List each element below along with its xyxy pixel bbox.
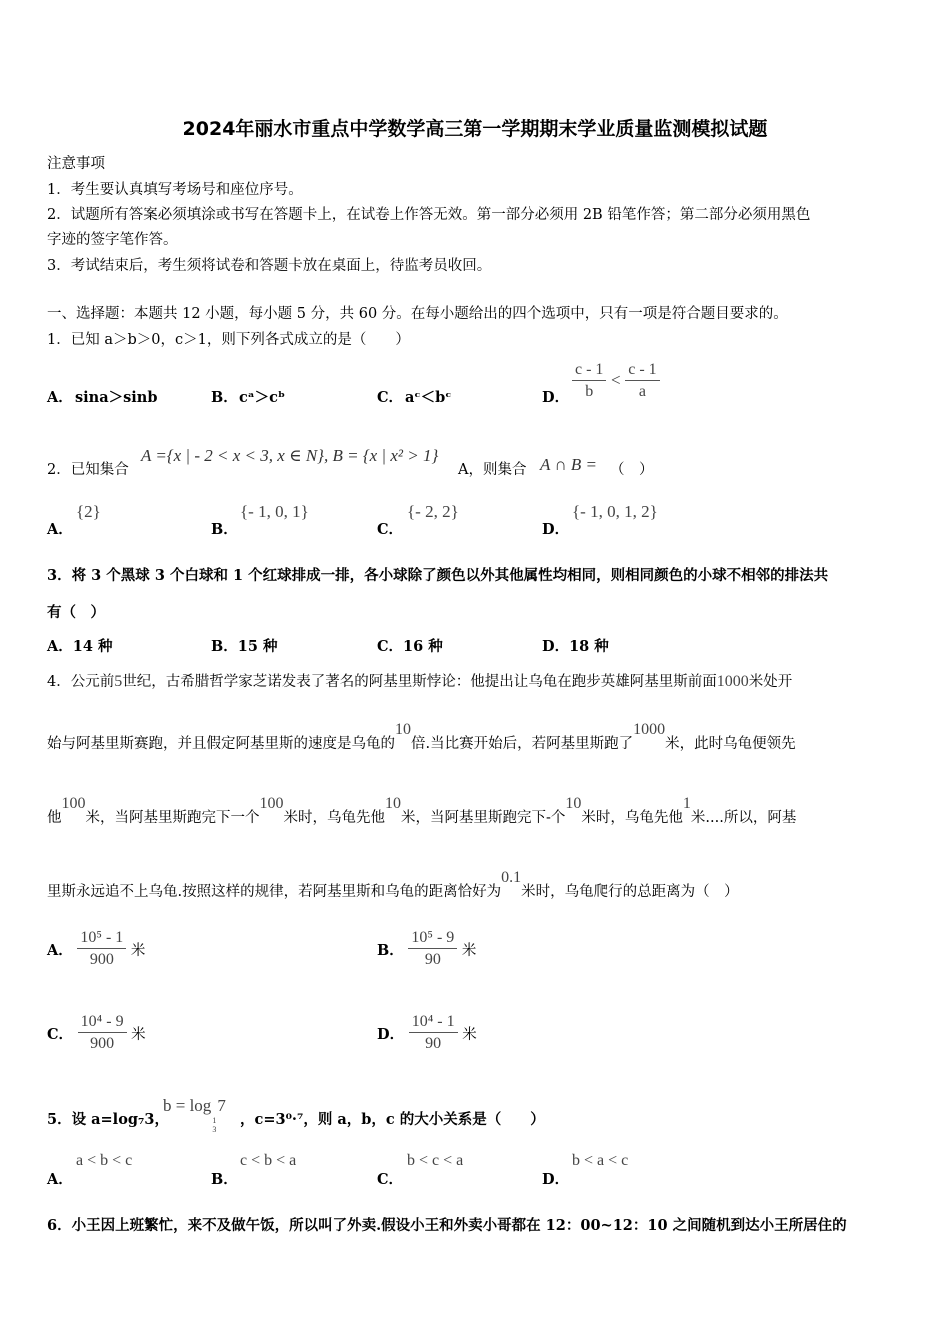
q3-option-d: D．18 种: [542, 638, 609, 655]
q4-c-num: 10⁴ - 9: [78, 1012, 127, 1033]
q5-b-arg: 7: [217, 1096, 226, 1115]
notice-item-3: 3．考试结束后，考生须将试卷和答题卡放在桌面上，待监考员收回。: [47, 258, 492, 274]
q4-n10b: 10: [385, 795, 401, 812]
q4-l2b: 倍.当比赛开始后，若阿基里斯跑了: [411, 736, 634, 752]
q3-option-b: B．15 种: [211, 638, 278, 655]
q2-set-expression: A ={x | - 2 < x < 3, x ∈ N}, B = {x | x² > 1}: [141, 446, 439, 465]
q5-option-b-value: c < b < a: [240, 1152, 297, 1169]
q4-n10c: 10: [565, 795, 582, 812]
q2-option-a-label: A．: [47, 521, 73, 538]
q2-option-c-label: C．: [377, 521, 404, 538]
q4-d-num: 10⁴ - 1: [409, 1012, 458, 1033]
q1-option-a-text: sina＞sinb: [75, 389, 158, 406]
q1-option-c-label: C．: [377, 389, 404, 406]
q5-b-expression: [163, 1096, 226, 1134]
q3-option-a: A．14 种: [47, 638, 113, 655]
q1-option-b-label: B．: [211, 389, 238, 406]
q5-log-base-top: 1: [212, 1116, 217, 1125]
q4-l3a: 他: [47, 810, 62, 826]
q2-prefix: 2．已知集合: [47, 462, 129, 478]
q1-option-d-label: D．: [542, 389, 570, 406]
q4-c-unit: 米: [131, 1027, 146, 1043]
q1-d-right-fraction: [625, 360, 659, 403]
notice-item-1: 1．考生要认真填写考场号和座位序号。: [47, 182, 303, 198]
q4-option-b-label: B．: [377, 942, 404, 959]
q4-a-unit: 米: [130, 943, 146, 959]
q4-n10a: 10: [395, 721, 411, 738]
q4-d-unit: 米: [462, 1027, 477, 1043]
q4-option-b-fraction: [408, 928, 457, 971]
q1-d-right-num: c - 1: [625, 360, 659, 381]
q5-log-base-bot: 3: [212, 1125, 217, 1134]
q4-line-1: [47, 670, 792, 691]
q4-n1000b: 1000: [633, 721, 666, 738]
q4-b-unit: 米: [461, 943, 477, 959]
q2-option-c-value: {- 2, 2}: [407, 502, 459, 521]
q2-suffix: （ ）: [610, 462, 654, 478]
q4-l1c: 米处开: [748, 674, 793, 690]
q1-d-left-fraction: [572, 360, 606, 403]
q5-b-log: b = log: [163, 1096, 212, 1115]
q1-option-b-text: cᵃ＞cᵇ: [239, 389, 286, 406]
q4-c-den: 900: [90, 1035, 115, 1052]
q5-option-c-value: b < c < a: [407, 1152, 464, 1169]
q4-l1a: 4．公元前: [47, 674, 115, 690]
q1-d-left-den: b: [585, 383, 594, 400]
q5-option-d-label: D．: [542, 1171, 570, 1188]
q2-intersection: A ∩ B =: [540, 455, 597, 474]
q4-line-2: [47, 721, 796, 753]
notice-item-2b: 字迹的签字笔作答。: [47, 232, 178, 248]
q4-n100a: 100: [61, 795, 86, 812]
q1-option-d-expression: [572, 360, 660, 403]
q4-l3b: 米，当阿基里斯跑完下一个: [85, 810, 260, 826]
q4-n1: 1: [682, 795, 691, 812]
q4-n100b: 100: [259, 795, 284, 812]
q5-option-a-label: A．: [47, 1171, 73, 1188]
q4-a-den: 900: [89, 951, 114, 968]
q4-option-c: [47, 1012, 146, 1055]
notice-heading: 注意事项: [47, 156, 105, 172]
q1-d-right-den: a: [638, 383, 647, 400]
q2-option-b-value: {- 1, 0, 1}: [240, 502, 309, 521]
q4-l1b: 世纪，古希腊哲学家芝诺发表了著名的阿基里斯悖论：他提出让乌龟在跑步英雄阿基里斯前面: [122, 674, 717, 690]
q4-option-d: [377, 1012, 477, 1055]
q3-line-2: 有（ ）: [47, 604, 105, 621]
q3-option-c: C．16 种: [377, 638, 443, 655]
q3-line-1: 3．将 3 个黑球 3 个白球和 1 个红球排成一排，各小球除了颜色以外其他属性均相同，则相同颜色的小球不相邻的排法共: [47, 567, 829, 584]
q4-n1000a: 1000: [716, 673, 749, 690]
q4-line-3: [47, 795, 797, 827]
q1-option-a-label: A．: [47, 389, 73, 406]
q5-option-d-value: b < a < c: [572, 1152, 629, 1169]
q4-a-num: 10⁵ - 1: [77, 928, 126, 949]
q4-option-c-fraction: [78, 1012, 127, 1055]
q2-option-b-label: B．: [211, 521, 238, 538]
q4-b-den: 90: [424, 951, 441, 968]
q4-option-c-label: C．: [47, 1026, 74, 1043]
q4-option-a: [47, 928, 145, 971]
q5-log-base: [212, 1116, 216, 1134]
q4-l2a: 始与阿基里斯赛跑，并且假定阿基里斯的速度是乌龟的: [47, 736, 395, 752]
q4-n01: 0.1: [501, 869, 522, 886]
q4-option-a-label: A．: [47, 942, 73, 959]
q4-l4b: 米时，乌龟爬行的总距离为（ ）: [521, 884, 739, 900]
q4-b-num: 10⁵ - 9: [408, 928, 457, 949]
q5-suffix: ，c=3⁰·⁷，则 a，b，c 的大小关系是（ ）: [240, 1111, 545, 1128]
q4-line-4: [47, 869, 739, 901]
q4-option-d-label: D．: [377, 1026, 405, 1043]
q4-l2c: 米，此时乌龟便领先: [665, 736, 796, 752]
q1-option-c-text: aᶜ＜bᶜ: [405, 389, 452, 406]
q5-option-a-value: a < b < c: [76, 1152, 133, 1169]
q4-option-b: [377, 928, 476, 971]
q6-line-1: 6．小王因上班繁忙，来不及做午饭，所以叫了外卖.假设小王和外卖小哥都在 12：00~12：10 之间随机到达小王所居住的: [47, 1217, 847, 1234]
q4-l3f: 米....所以，阿基: [690, 810, 797, 826]
notice-item-2a: 2．试题所有答案必须填涂或书写在答题卡上，在试卷上作答无效。第一部分必须用 2B 铅笔作答；第二部分必须用黑色: [47, 207, 811, 223]
q2-option-d-label: D．: [542, 521, 570, 538]
q2-option-a-value: {2}: [76, 502, 101, 521]
q4-n5: 5: [114, 673, 123, 690]
q4-l3e: 米时，乌龟先他: [581, 810, 683, 826]
q2-option-d-value: {- 1, 0, 1, 2}: [572, 502, 658, 521]
q5-option-b-label: B．: [211, 1171, 238, 1188]
page-title: 2024年丽水市重点中学数学高三第一学期期末学业质量监测模拟试题: [182, 118, 768, 140]
q4-option-d-fraction: [409, 1012, 458, 1055]
q4-l3c: 米时，乌龟先他: [283, 810, 385, 826]
q5-option-c-label: C．: [377, 1171, 404, 1188]
q1-stem: 1．已知 a＞b＞0，c＞1，则下列各式成立的是（ ）: [47, 332, 410, 348]
q4-d-den: 90: [425, 1035, 442, 1052]
q5-prefix: 5．设 a=log₇3，: [47, 1111, 169, 1128]
q4-l4a: 里斯永远追不上乌龟.按照这样的规律，若阿基里斯和乌龟的距离恰好为: [47, 884, 502, 900]
q1-d-op: <: [611, 370, 621, 390]
section-heading: 一、选择题：本题共 12 小题，每小题 5 分，共 60 分。在每小题给出的四个选项中，只有一项是符合题目要求的。: [47, 306, 788, 322]
q1-d-left-num: c - 1: [572, 360, 606, 381]
q2-mid: A，则集合: [458, 462, 527, 478]
q4-l3d: 米，当阿基里斯跑完下-个: [401, 810, 566, 826]
q4-option-a-fraction: [77, 928, 126, 971]
